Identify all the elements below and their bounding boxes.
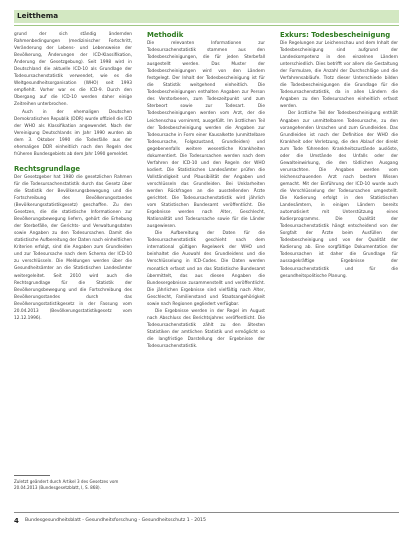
body-paragraph: grund der sich ständig ändernden Rahmenbedingungen (medizinischer Fortschritt, Veränderung der Lebens- und Lebensweise der Bevölkerung, Änderungen der ICD-Klassifikation, Änderung der Gesetzgebung). Seit 1998 wird in Deutschland die aktuelle ICD-10 als Grundlage der Todesursachenstatistik verwendet, wie es die Weltgesundheitsorganisation (WHO) seit 1993 empfiehlt. Vorher war es die ICD-9. Durch den Übergang auf die ICD-10 werden daher einige Zeitreihen unterbrochen. <box>14 32 132 108</box>
page-number: 4 <box>14 517 19 525</box>
column-middle <box>147 31 265 350</box>
section-label: Leitthema <box>17 11 59 20</box>
body-paragraph: Auch in der ehemaligen Deutschen Demokratischen Republik (DDR) wurde offiziell die ICD der WHO als Klassifikation angewendet. Nach der Vereinigung Deutschlands im Jahr 1990 wurden ab dem 3. Oktober 1990 die Todesfälle aus der ehemaligen DDR einheitlich nach den Regeln des früheren Bundesgebiets ab dem Jahr 1990 gemeldet. <box>14 109 132 157</box>
column-right <box>280 31 398 280</box>
body-paragraph: Die Ergebnisse werden in der Regel im August nach Abschluss des Berichtsjahres veröffentlicht. Die Todesursachenstatistik zählt zu den ältesten Statistiken der amtlichen Statistik und ermöglicht so die langfristige Darstellung der Ergebnisse der Todesursachenstatistik. <box>147 308 265 350</box>
body-paragraph: Die Regelungen zur Leichenschau und dem Inhalt der Todesbescheinigung sind aufgrund der Landeskompetenz in den einzelnen Ländern unterschiedlich. Dies betrifft vor allem die Gestaltung der Formulare, die Anzahl der Durchschläge und die Verfahrensabläufe. Trotz dieser Unterschiede bilden die Todesbescheinigungen die Grundlage für die Todesursachenstatistik, da in allen Ländern die Angaben zu den Todesursachen einheitlich erfasst werden. <box>280 41 398 110</box>
header-divider <box>14 25 399 26</box>
section-header-bar <box>14 10 399 23</box>
section-heading-exkurs: Exkurs: Todesbescheinigung <box>280 31 391 39</box>
section-heading-methodik: Methodik <box>147 31 184 39</box>
footnote: Zuletzt geändert durch Artikel 3 des Gesetzes vom 20.04.2013 (Bundesgesetzblatt, I, S. 868). <box>14 479 119 491</box>
body-paragraph: Die relevanten Informationen zur Todesursachenstatistik stammen aus den Todesbescheinigungen, die für jeden Sterbefall ausgestellt werden. Das Muster der Todesbescheinigungen wird von den Ländern festgelegt. Der Inhalt der Todesbescheinigung ist für die Statistik weitgehend einheitlich. Die Todesbescheinigungen enthalten Angaben zur Person des Verstorbenen, zum Todeszeitpunkt und zum Sterbeort sowie zur Todesart. Die Todesbescheinigungen werden vom Arzt, der die Leichenschau vornimmt, ausgefüllt. Im ärztlichen Teil der Todesbescheinigung werden die Angaben zur Todesursache in Form einer Kausalkette (unmittelbare Todesursache, Folgezustand, Grundleiden) und gegebenenfalls weitere wesentliche Krankheiten dokumentiert. Die Todesursachen werden nach dem Verfahren der ICD-10 und den Regeln der WHO kodiert. Die Statistischen Landesämter prüfen die Vollständigkeit und Plausibilität der Angaben und verschlüsseln das Grundleiden. Bei Unklarheiten werden Rückfragen an die ausstellenden Ärzte gerichtet. Die Todesursachenstatistik wird jährlich vom Statistischen Bundesamt veröffentlicht. Die Ergebnisse werden nach Alter, Geschlecht, Nationalität und Todesursache sowie für die Länder ausgewiesen. <box>147 41 265 230</box>
footer-divider <box>14 512 399 513</box>
body-paragraph: Der ärztliche Teil der Todesbescheinigung enthält Angaben zur unmittelbaren Todesursache, zu den vorangehenden Ursachen und zum Grundleiden. Das Grundleiden ist nach der Definition der WHO die Krankheit oder Verletzung, die den Ablauf der direkt zum Tode führenden Krankheitszustände auslöste, oder die Umstände des Unfalls oder der Gewalteinwirkung, die den tödlichen Ausgang verursachten. Die Angaben werden vom leichenschauenden Arzt nach bestem Wissen gemacht. Mit der Einführung der ICD-10 wurde auch die Verschlüsselung der Todesursachen umgestellt. Die Kodierung erfolgt in den Statistischen Landesämtern, in einigen Ländern bereits automatisiert mit Unterstützung eines Kodierprogramms. Die Qualität der Todesursachenstatistik hängt entscheidend von der Sorgfalt der Ärzte beim Ausfüllen der Todesbescheinigung und von der Qualität der Kodierung ab. Eine sorgfältige Dokumentation der Todesursachen ist daher die Grundlage für aussagekräftige Ergebnisse der Todesursachenstatistik und für die gesundheitspolitische Planung. <box>280 111 398 279</box>
body-paragraph: Der Gesetzgeber hat 1980 die gesetzlichen Rahmen für die Todesursachenstatistik durch das Gesetz über die Statistik der Bevölkerungsbewegung und die Fortschreibung des Bevölkerungsstandes (Bevölkerungsstatistikgesetz) geschaffen. Zu den Gesetzen, die die statistische Informationen zur Bevölkerungsbewegung liefern, gehört die Erhebung der Sterbefälle, der Gerichts- und Verwaltungsdaten sowie Angaben zu den Todesursachen. Damit die statistische Aufbereitung der Daten nach einheitlichen Kriterien erfolgt, sind die Angaben zum Grundleiden und zur Todesursache nach dem Schema der ICD-10 zu verschlüsseln. Die Meldungen werden über die Gesundheitsämter an die Statistischen Landesämter weitergeleitet. Seit 2010 wird auch die Rechtsgrundlage für die Statistik der Bevölkerungsbewegung und die Fortschreibung des Bevölkerungsstandes durch das Bevölkerungsstatistikgesetz in der Fassung vom 20.04.2013 (Bevölkerungsstatistikgesetz vom 12.12.1996). <box>14 174 132 321</box>
column-left <box>14 31 132 322</box>
body-paragraph: Die Aufbereitung der Daten für die Todesursachenstatistik geschieht nach dem international gültigen Regelwerk der WHO und beinhaltet die Auswahl des Grundleidens und die Verschlüsselung in ICD-Codes. Die Daten werden monatlich erfasst und an das Statistische Bundesamt übermittelt, das aus diesen Angaben die Bundesergebnisse zusammenstellt und veröffentlicht. Die jährlichen Ergebnisse sind vielfältig nach Alter, Geschlecht, Familienstand und Staatsangehörigkeit sowie nach Regionen gegliedert verfügbar. <box>147 231 265 307</box>
journal-footer: Bundesgesundheitsblatt - Gesundheitsforschung - Gesundheitsschutz 1 - 2015 <box>25 518 206 523</box>
footnote-divider <box>14 475 50 476</box>
section-heading-rechtsgrundlage: Rechtsgrundlage <box>14 164 81 173</box>
